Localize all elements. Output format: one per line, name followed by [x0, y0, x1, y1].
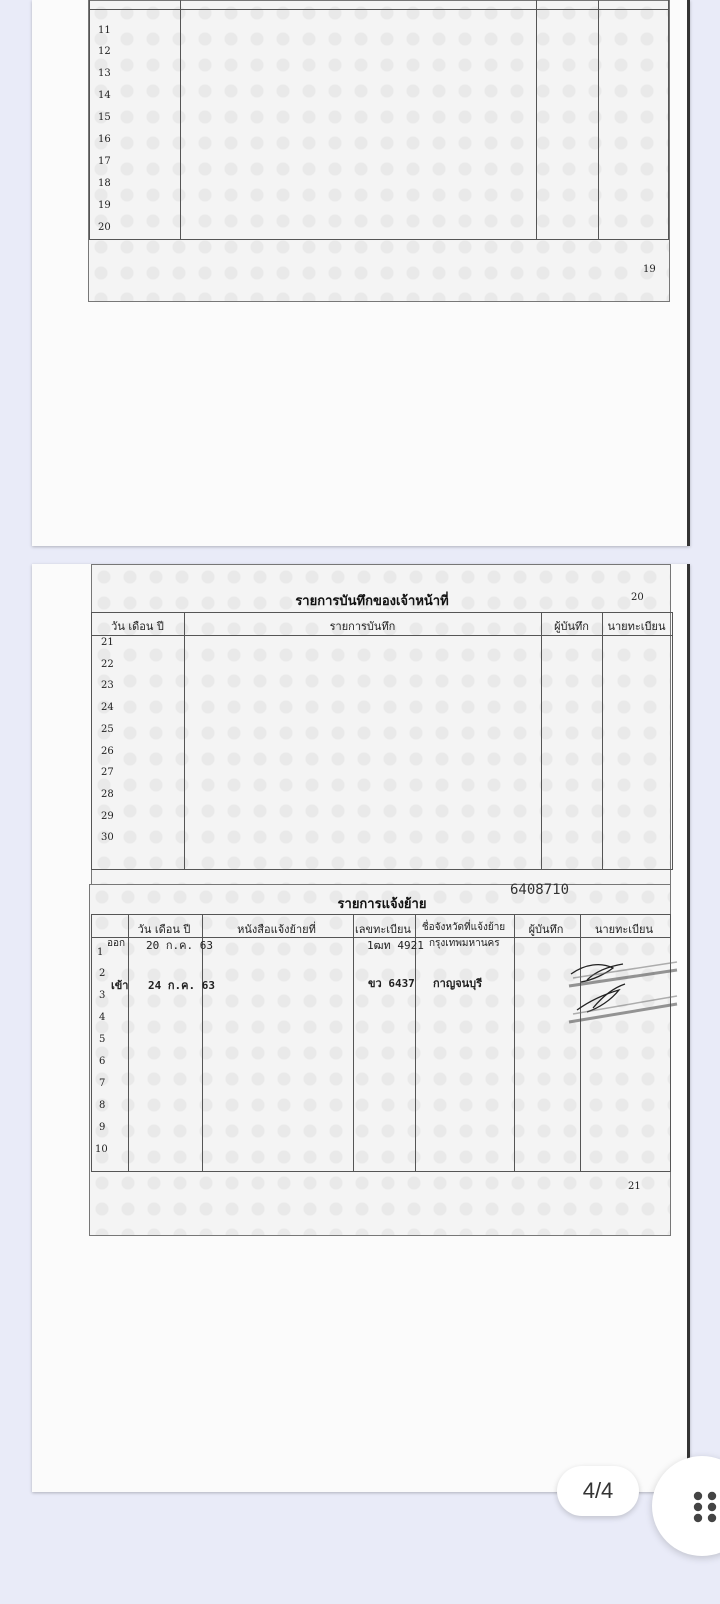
entry-plate: 1ฒท 4921	[367, 939, 424, 952]
row-number: 26	[101, 746, 114, 757]
row-number: 28	[101, 789, 114, 800]
row-number: 15	[98, 112, 111, 123]
row-number: 23	[101, 680, 114, 691]
column-header-province: ชื่อจังหวัดที่แจ้งย้าย	[421, 922, 506, 933]
column-header-letter: หนังสือแจ้งย้ายที่	[237, 923, 316, 936]
row-number: 27	[101, 767, 114, 778]
row-number: 19	[98, 200, 111, 211]
registrar-stamp-signature	[567, 960, 683, 1034]
row-number: 4	[99, 1012, 106, 1023]
row-number: 12	[98, 46, 111, 57]
row-number: 20	[98, 222, 111, 233]
row-number: 17	[98, 156, 111, 167]
row-number: 16	[98, 134, 111, 145]
entry-province: กาญจนบุรี	[433, 977, 483, 990]
page-counter[interactable]: 4/4	[557, 1466, 639, 1516]
row-number: 5	[99, 1034, 106, 1045]
column-header-date: วัน เดือน ปี	[111, 620, 164, 633]
record-table	[89, 0, 669, 240]
grid-dots-icon	[693, 1491, 719, 1523]
row-number: 2	[99, 968, 106, 979]
row-number: 14	[98, 90, 111, 101]
row-number: 13	[98, 68, 111, 79]
row-number: 22	[101, 659, 114, 670]
row-number: 11	[98, 25, 111, 36]
entry-province: กรุงเทพมหานคร	[429, 938, 500, 949]
row-number: 30	[101, 832, 114, 843]
transfer-notice-title: รายการแจ้งย้าย	[337, 897, 427, 912]
entry-type: ออก	[107, 938, 126, 949]
entry-type: เข้า	[111, 979, 129, 992]
officer-records-title: รายการบันทึกของเจ้าหน้าที่	[295, 594, 449, 609]
row-number: 1	[97, 947, 104, 958]
row-number: 29	[101, 811, 114, 822]
column-header-date: วัน เดือน ปี	[137, 923, 191, 936]
row-number: 8	[99, 1100, 106, 1111]
column-header-record: รายการบันทึก	[329, 620, 396, 633]
column-header-recorder: ผู้บันทึก	[528, 923, 564, 936]
row-number: 6	[99, 1056, 106, 1067]
column-header-recorder: ผู้บันทึก	[554, 620, 589, 633]
column-header-registrar: นายทะเบียน	[607, 620, 666, 633]
row-number: 21	[101, 637, 114, 648]
page-number: 20	[631, 592, 644, 603]
entry-date: 24 ก.ค. 63	[148, 979, 215, 992]
column-header-plate: เลขทะเบียน	[355, 923, 411, 936]
row-number: 7	[99, 1078, 106, 1089]
row-number: 9	[99, 1122, 106, 1133]
row-number: 25	[101, 724, 114, 735]
row-number: 18	[98, 178, 111, 189]
sheet-top-number: 6408710	[510, 882, 570, 898]
page-number: 21	[628, 1181, 641, 1192]
page-number: 19	[643, 264, 656, 275]
officer-records-table	[91, 612, 673, 870]
row-number: 10	[95, 1144, 108, 1155]
entry-plate: ขว 6437	[368, 977, 415, 990]
document-page-1	[32, 0, 690, 546]
column-header-registrar: นายทะเบียน	[594, 923, 653, 936]
entry-date: 20 ก.ค. 63	[146, 939, 213, 952]
row-number: 3	[99, 990, 106, 1001]
row-number: 24	[101, 702, 114, 713]
